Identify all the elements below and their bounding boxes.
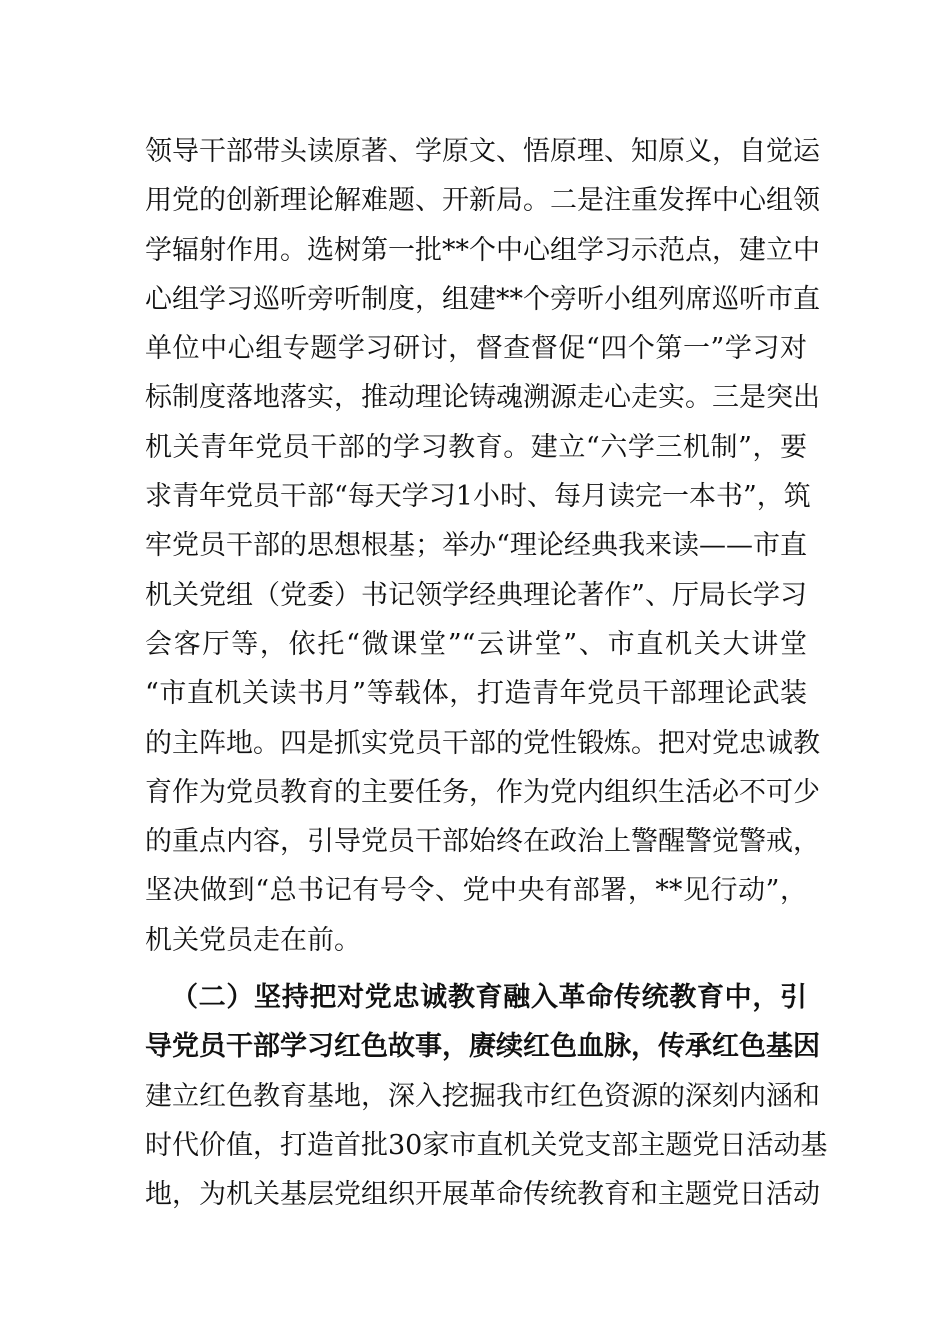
text-line: 求青年党员干部“每天学习1小时、每月读完一本书”，筑 — [145, 481, 811, 513]
text-line: “市直机关读书月”等载体，打造青年党员干部理论武装 — [145, 678, 807, 710]
paragraph-red-education — [145, 1072, 828, 1220]
paragraph-gap — [145, 965, 807, 973]
text-line: 坚决做到“总书记有号令、党中央有部署，**见行动”， — [145, 875, 807, 907]
text-line: 领导干部带头读原著、学原文、悟原理、知原义，自觉运 — [145, 136, 820, 167]
text-line: 会客厅等，依托“微课堂”“云讲堂”、市直机关大讲堂 — [145, 628, 807, 660]
text-line: 牢党员干部的思想根基；举办“理论经典我来读——市直 — [145, 530, 807, 562]
text-line: 育作为党员教育的主要任务，作为党内组织生活必不可少 — [145, 776, 820, 808]
text-line: 建立红色教育基地，深入挖掘我市红色资源的深刻内涵和 — [145, 1080, 820, 1112]
text-line: 地，为机关基层党组织开展革命传统教育和主题党日活动 — [145, 1179, 820, 1211]
text-line: 用党的创新理论解难题、开新局。二是注重发挥中心组领 — [145, 185, 820, 217]
text-line: 单位中心组专题学习研讨，督查督促“四个第一”学习对 — [145, 333, 807, 365]
text-line: 机关党员走在前。 — [145, 924, 361, 956]
text-line: 的主阵地。四是抓实党员干部的党性锻炼。把对党忠诚教 — [145, 727, 820, 759]
text-line: 的重点内容，引导党员干部始终在政治上警醒警觉警戒， — [145, 826, 820, 858]
text-line: 学辐射作用。选树第一批**个中心组学习示范点，建立中 — [145, 234, 820, 266]
text-line: 机关青年党员干部的学习教育。建立“六学三机制”，要 — [145, 431, 807, 463]
paragraph-study-measures — [145, 127, 820, 965]
heading-line: （二）坚持把对党忠诚教育融入革命传统教育中，引 — [171, 982, 807, 1014]
text-line: 机关党组（党委）书记领学经典理论著作”、厅局长学习 — [145, 579, 807, 611]
document-body — [145, 127, 828, 1220]
heading-line: 导党员干部学习红色故事，赓续红色血脉，传承红色基因 — [145, 1031, 820, 1063]
text-line: 心组学习巡听旁听制度，组建**个旁听小组列席巡听市直 — [145, 283, 820, 315]
section-heading — [145, 973, 820, 1072]
text-line: 标制度落地落实，推动理论铸魂溯源走心走实。三是突出 — [145, 382, 820, 414]
text-line: 时代价值，打造首批30家市直机关党支部主题党日活动基 — [145, 1129, 828, 1161]
